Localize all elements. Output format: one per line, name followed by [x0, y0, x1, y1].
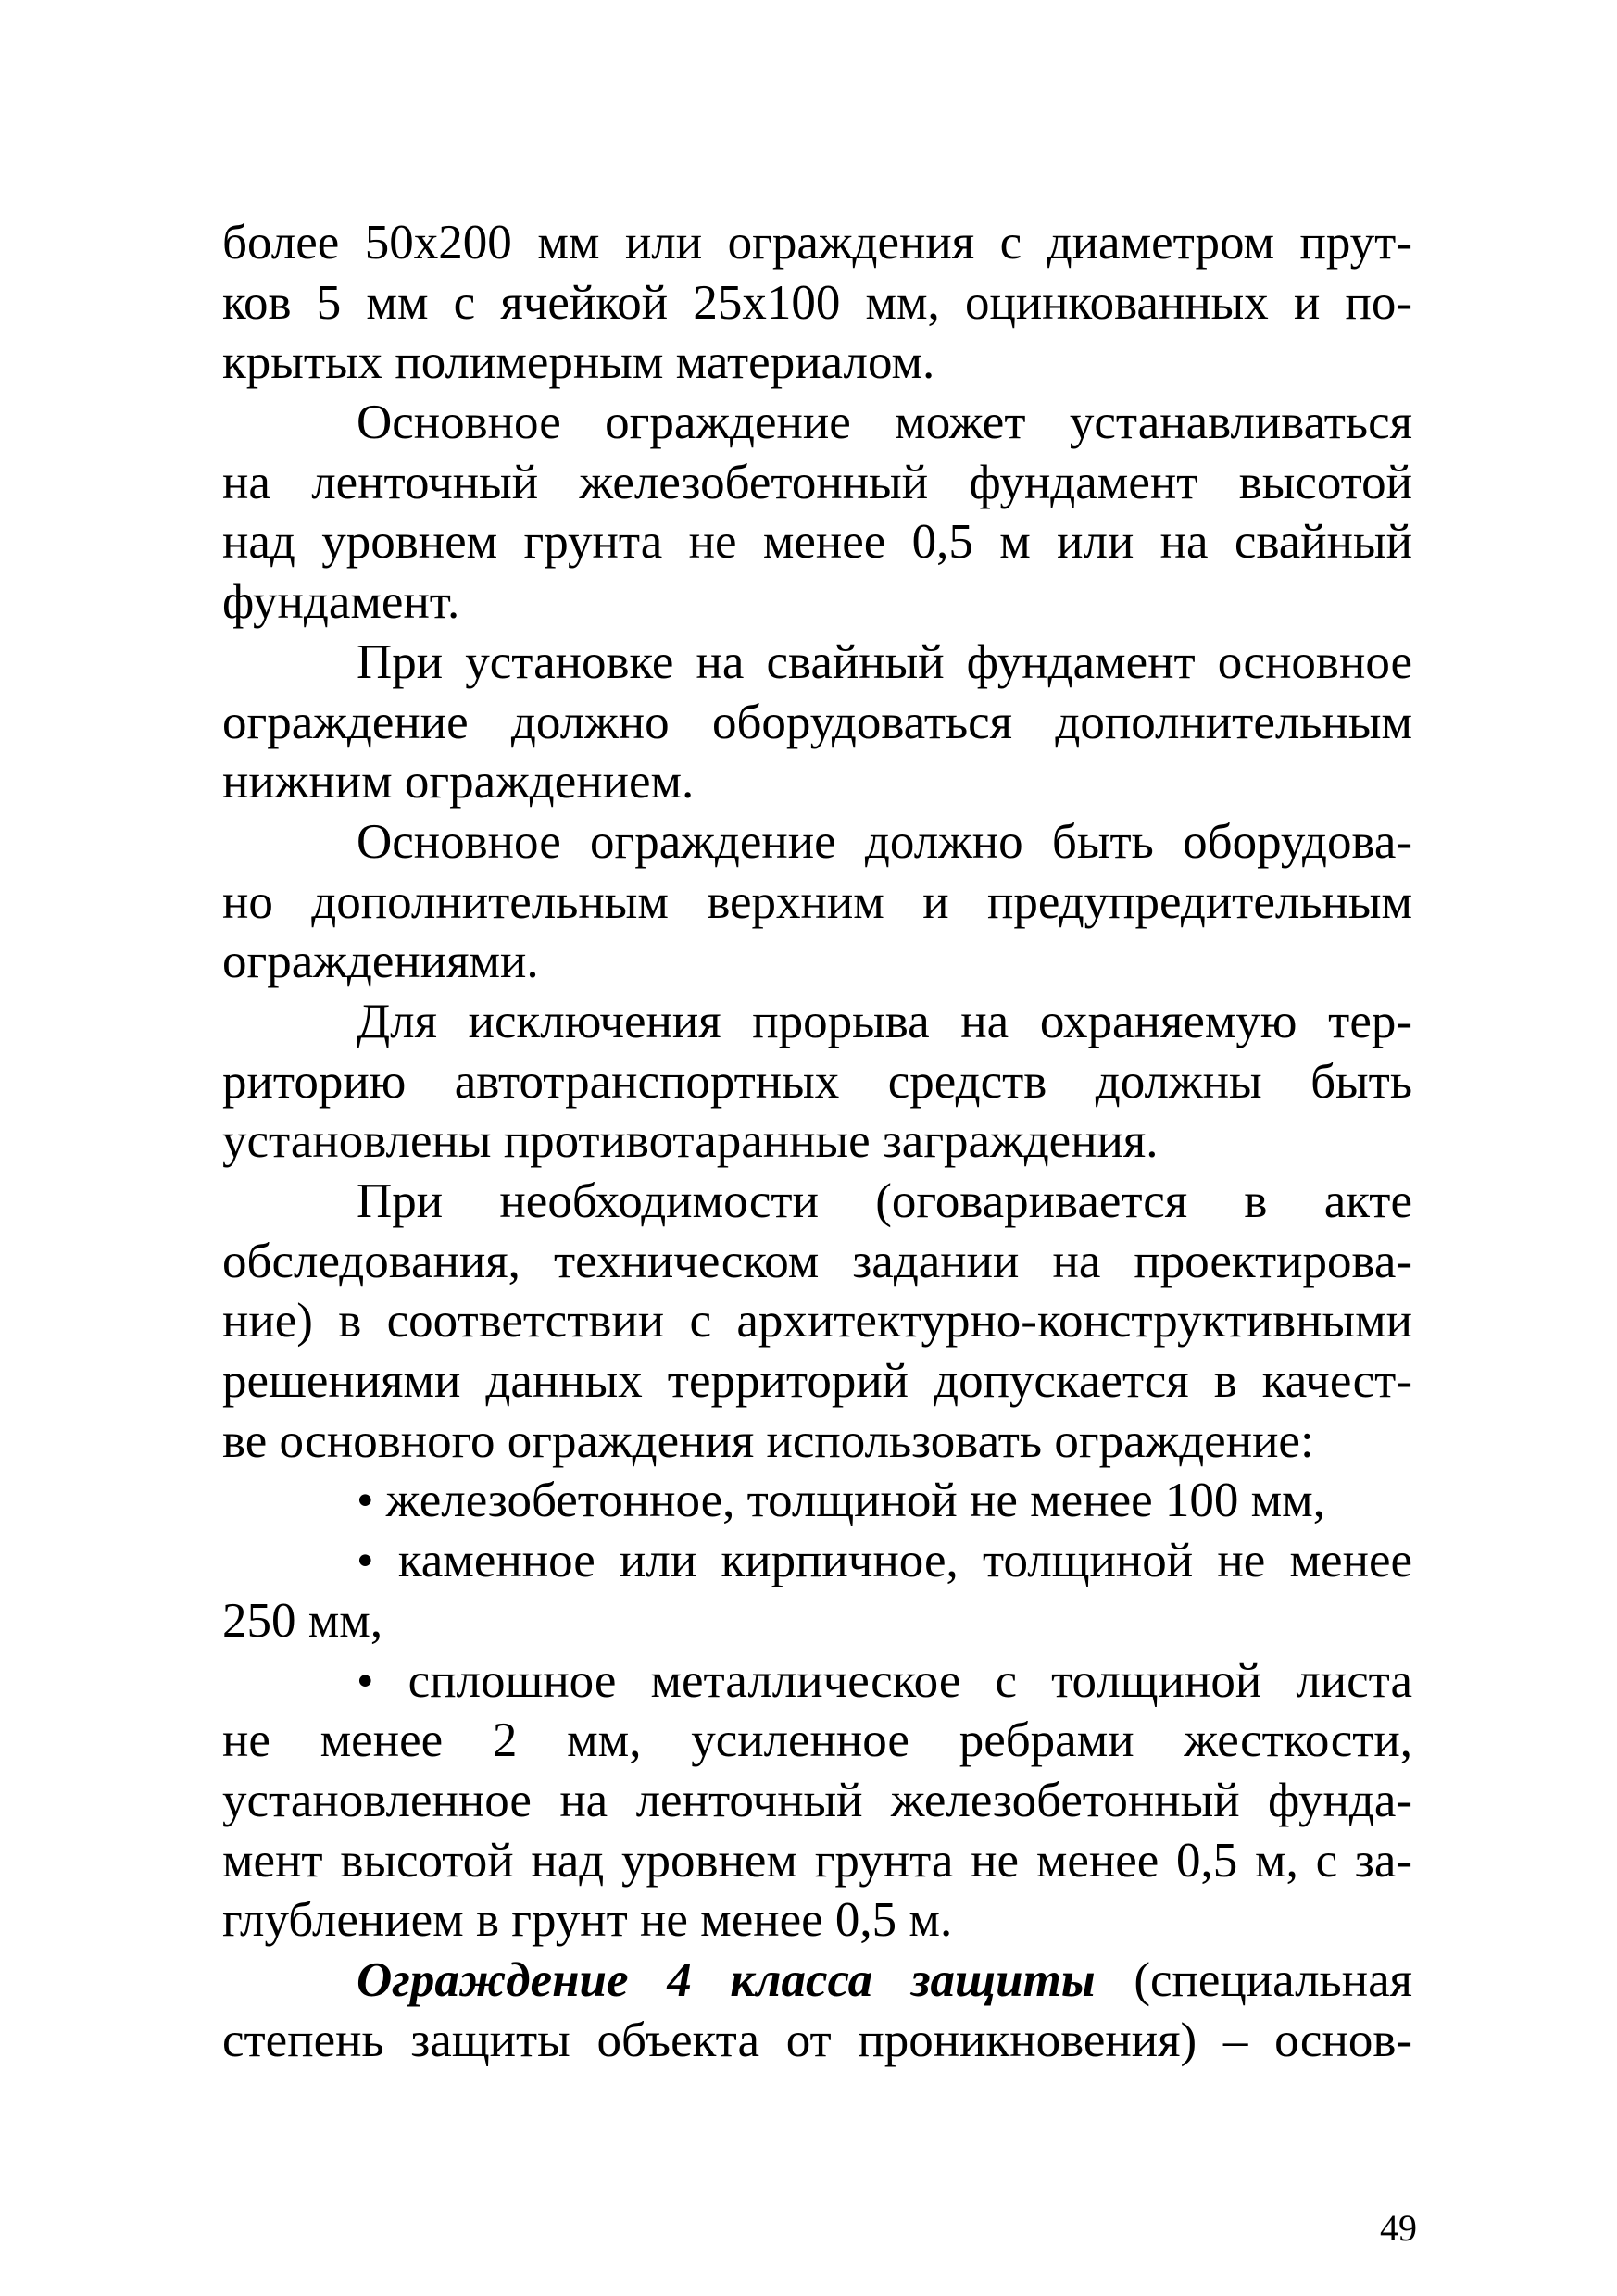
text-line: ограждениями.	[222, 935, 539, 989]
class4-heading: Ограждение 4 класса защиты	[357, 1952, 1096, 2007]
text-line: степень защиты объекта от проникновения) – основ-	[222, 2013, 1412, 2067]
text-line: глублением в грунт не менее 0,5 м.	[222, 1893, 953, 1948]
paragraph-first-line: При необходимости (оговаривается в акте	[357, 1174, 1412, 1228]
text-line: ве основного ограждения использовать ограждение:	[222, 1413, 1314, 1468]
paragraph-first-line: Основное ограждение должно быть оборудова-	[357, 814, 1412, 869]
text-line: мент высотой над уровнем грунта не менее 0,5 м, с за-	[222, 1833, 1412, 1888]
text-line: более 50х200 мм или ограждения с диаметром прут-	[222, 216, 1412, 270]
bullet-item: • сплошное металлическое с толщиной листа	[357, 1653, 1412, 1708]
text-line: 250 мм,	[222, 1593, 383, 1648]
text-line: на ленточный железобетонный фундамент высотой	[222, 455, 1412, 509]
text-line: над уровнем грунта не менее 0,5 м или на свайный	[222, 515, 1412, 570]
text-line: нижним ограждением.	[222, 755, 695, 809]
text-line: решениями данных территорий допускается в качест-	[222, 1354, 1412, 1409]
text-line: обследования, техническом задании на проектирова-	[222, 1234, 1412, 1288]
text-line: не менее 2 мм, усиленное ребрами жесткости,	[222, 1713, 1412, 1768]
bullet-item: • железобетонное, толщиной не менее 100 мм,	[357, 1474, 1325, 1528]
text-line: фундамент.	[222, 575, 460, 630]
page-text-block	[222, 213, 1412, 2070]
text-line: ограждение должно оборудоваться дополнительным	[222, 695, 1412, 749]
text-line: установлены противотаранные заграждения.	[222, 1114, 1159, 1169]
text-line: ков 5 мм с ячейкой 25х100 мм, оцинкованных и по-	[222, 275, 1412, 330]
paragraph-first-line	[222, 1951, 1412, 2011]
paragraph-first-line: Основное ограждение может устанавливаться	[357, 395, 1412, 450]
paragraph-first-line: Для исключения прорыва на охраняемую тер-	[357, 994, 1412, 1048]
paragraph-first-line: При установке на свайный фундамент основное	[357, 634, 1412, 689]
bullet-item: • каменное или кирпичное, толщиной не менее	[357, 1534, 1412, 1588]
page-number: 49	[1380, 2207, 1417, 2249]
text-line: риторию автотранспортных средств должны быть	[222, 1054, 1412, 1109]
text-line: крытых полимерным материалом.	[222, 335, 935, 390]
class4-heading-continuation: (специальная	[1095, 1952, 1412, 2007]
text-line: ние) в соответствии с архитектурно-конструктивными	[222, 1294, 1412, 1349]
text-line: но дополнительным верхним и предупредительным	[222, 874, 1412, 929]
text-line: установленное на ленточный железобетонный фунда-	[222, 1773, 1412, 1827]
